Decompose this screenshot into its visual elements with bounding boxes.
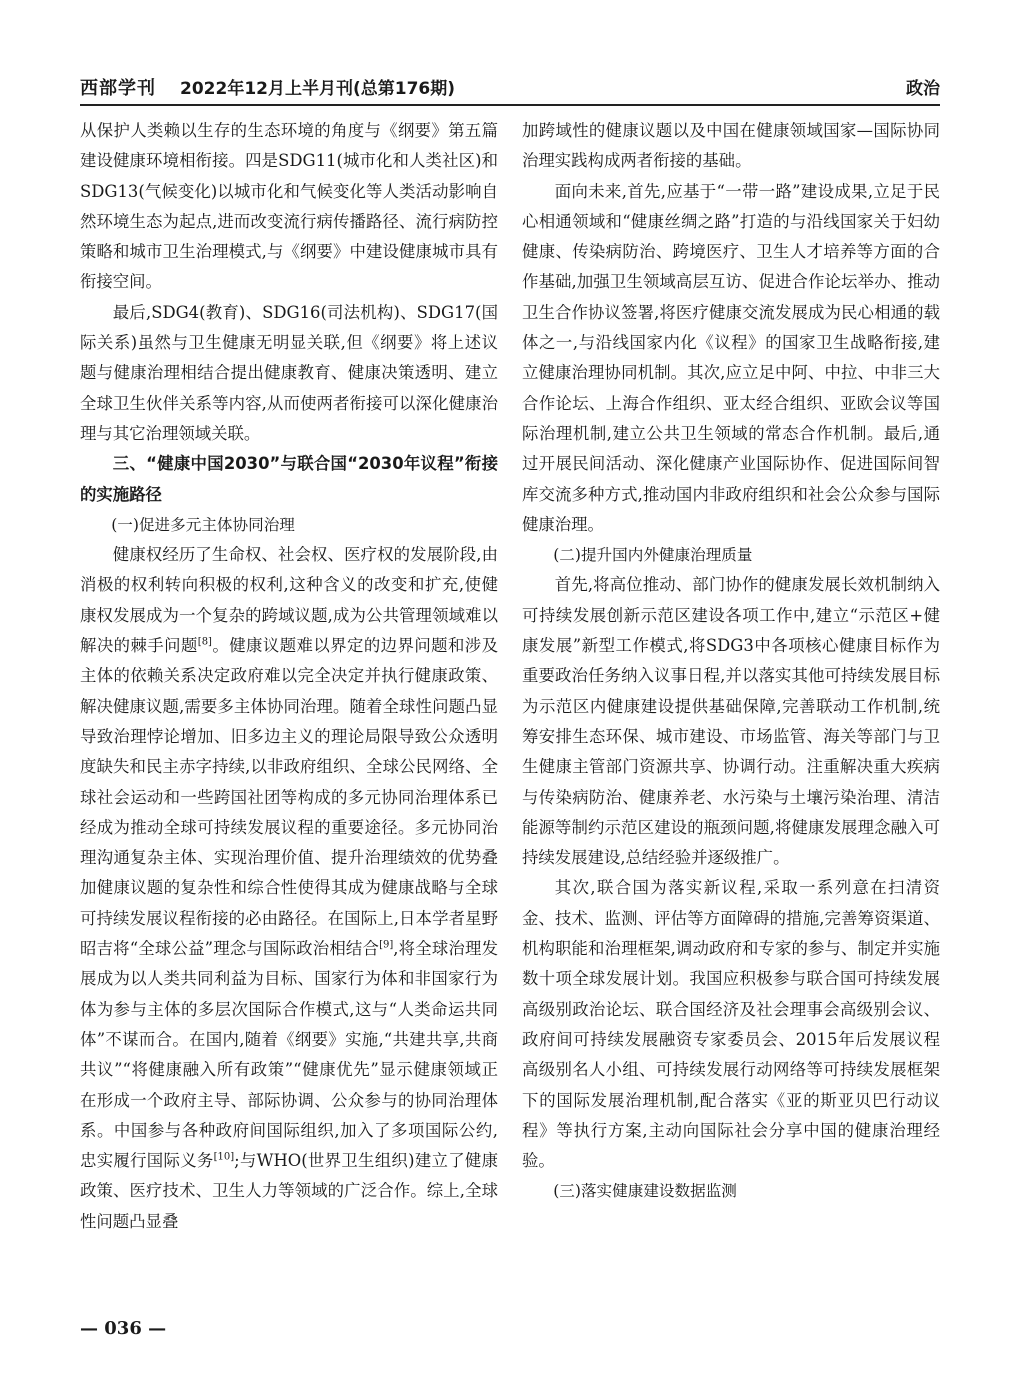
citation-ref: [9] xyxy=(379,939,394,951)
page-number: — 036 — xyxy=(80,1318,167,1339)
subsection-heading: (一)促进多元主体协同治理 xyxy=(111,515,295,534)
text-run: ;与WHO(世界卫生组织)建立了健康政策、医疗技术、卫生人力等领域的广泛合作。综上,全球性问题凸显叠 xyxy=(80,1151,499,1231)
paragraph: 最后,SDG4(教育)、SDG16(司法机构)、SDG17(国际关系)虽然与卫生健康无明显关联,但《纲要》将上述议题与健康治理相结合提出健康教育、健康决策透明、建立全球卫生伙伴关系等内容,从而使两者衔接可以深化健康治理与其它治理领域关联。 xyxy=(80,302,498,443)
paragraph: 首先,将高位推动、部门协作的健康发展长效机制纳入可持续发展创新示范区建设各项工作中,建立“示范区+健康发展”新型工作模式,将SDG3中各项核心健康目标作为重要政治任务纳入议事日程,并以落实其他可持续发展目标为示范区内健康建设提供基础保障,完善联动工作机制,统筹安排生态环保、城市建设、市场监管、海关等部门与卫生健康主管部门资源共享、协调行动。注重解决重大疾病与传染病防治、健康养老、水污染与土壤污染治理、清洁能源等制约示范区建设的瓶颈问题,将健康发展理念融入可持续发展建设,总结经验并逐级推广。 xyxy=(522,575,940,868)
section-heading: 三、“健康中国2030”与联合国“2030年议程”衔接的实施路径 xyxy=(80,454,498,504)
paragraph: 加跨域性的健康议题以及中国在健康领域国家—国际协同治理实践构成两者衔接的基础。 xyxy=(522,121,940,171)
running-header xyxy=(80,70,940,106)
subsection-heading: (二)提升国内外健康治理质量 xyxy=(553,546,753,565)
section-label: 政治 xyxy=(906,79,940,99)
text-run: 健康权经历了生命权、社会权、医疗权的发展阶段,由消极的权利转向积极的权利,这种含义的改变和扩充,使健康权发展成为一个复杂的跨域议题,成为公共管理领域难以解决的棘手问题 xyxy=(80,545,498,656)
left-column xyxy=(80,116,498,1237)
subsection-heading: (三)落实健康建设数据监测 xyxy=(553,1182,737,1201)
paragraph xyxy=(80,540,498,1237)
journal-masthead: 西部学刊 xyxy=(80,78,156,99)
citation-ref: [10] xyxy=(213,1151,235,1163)
citation-ref: [8] xyxy=(197,636,212,648)
paragraph: 面向未来,首先,应基于“一带一路”建设成果,立足于民心相通领域和“健康丝绸之路”打造的与沿线国家关于妇幼健康、传染病防治、跨境医疗、卫生人才培养等方面的合作基础,加强卫生领域高层互访、促进合作论坛举办、推动卫生合作协议签署,将医疗健康交流发展成为民心相通的载体之一,与沿线国家内化《议程》的国家卫生战略衔接,建立健康治理协同机制。其次,应立足中阿、中拉、中非三大合作论坛、上海合作组织、亚太经合组织、亚欧会议等国际治理机制,建立公共卫生领域的常态合作机制。最后,通过开展民间活动、深化健康产业国际协作、促进国际间智库交流多种方式,推动国内非政府组织和社会公众参与国际健康治理。 xyxy=(522,181,940,534)
right-column xyxy=(522,116,940,1207)
paragraph: 其次,联合国为落实新议程,采取一系列意在扫清资金、技术、监测、评估等方面障碍的措施,完善筹资渠道、机构职能和治理框架,调动政府和专家的参与、制定并实施数十项全球发展计划。我国应积极参与联合国可持续发展高级别政治论坛、联合国经济及社会理事会高级别会议、政府间可持续发展融资专家委员会、2015年后发展议程高级别名人小组、可持续发展行动网络等可持续发展框架下的国际发展治理机制,配合落实《亚的斯亚贝巴行动议程》等执行方案,主动向国际社会分享中国的健康治理经验。 xyxy=(522,878,940,1171)
text-run: ,将全球治理发展成为以人类共同利益为目标、国家行为体和非国家行为体为参与主体的多层次国际合作模式,这与“人类命运共同体”不谋而合。在国内,随着《纲要》实施,“共建共享,共商共议”“将健康融入所有政策”“健康优先”显示健康领域正在形成一个政府主导、部际协调、公众参与的协同治理体系。中国参与各种政府间国际组织,加入了多项国际公约,忠实履行国际义务 xyxy=(80,939,498,1171)
paragraph: 从保护人类赖以生存的生态环境的角度与《纲要》第五篇建设健康环境相衔接。四是SDG11(城市化和人类社区)和SDG13(气候变化)以城市化和气候变化等人类活动影响自然环境生态为起点,进而改变流行病传播路径、流行病防控策略和城市卫生治理模式,与《纲要》中建设健康城市具有衔接空间。 xyxy=(80,121,498,292)
issue-info: 2022年12月上半月刊(总第176期) xyxy=(180,79,455,99)
text-run: 。健康议题难以界定的边界问题和涉及主体的依赖关系决定政府难以完全决定并执行健康政策、解决健康议题,需要多主体协同治理。随着全球性问题凸显导致治理悖论增加、旧多边主义的理论局限导致公众透明度缺失和民主赤字持续,以非政府组织、全球公民网络、全球社会运动和一些跨国社团等构成的多元协同治理体系已经成为推动全球可持续发展议程的重要途径。多元协同治理沟通复杂主体、实现治理价值、提升治理绩效的优势叠加健康议题的复杂性和综合性使得其成为健康战略与全球可持续发展议程衔接的必由路径。在国际上,日本学者星野昭吉将“全球公益”理念与国际政治相结合 xyxy=(80,636,499,959)
